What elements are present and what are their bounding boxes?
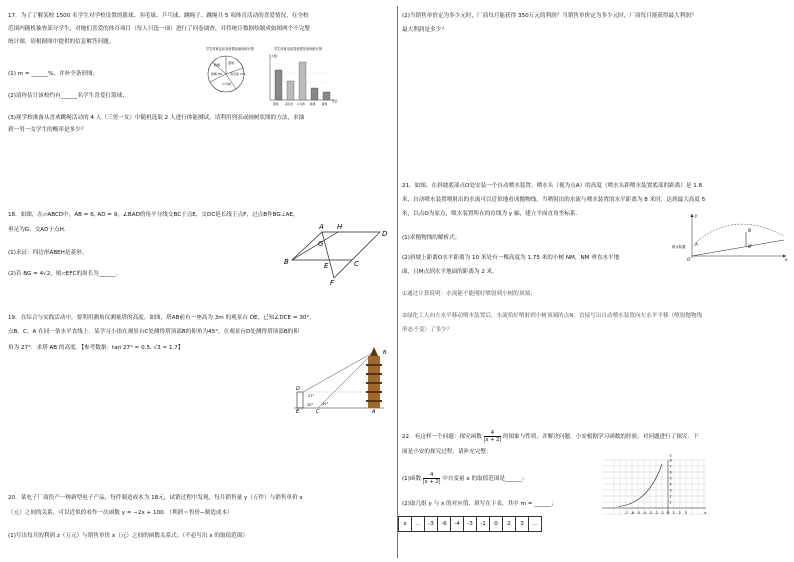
q21-figure [672,210,790,262]
q17-part1: (1) m = ______%，并补全条形图； [8,71,99,77]
pt-label: H [337,223,343,231]
table-cell: x [399,517,412,532]
axis-label: x [785,257,788,262]
y-tick-label: 8 [669,458,672,463]
pie-label: 跳绳 8% [211,72,223,76]
angle-label: 27° [308,394,315,398]
q20-part2-line2: 最大利润是多少？ [402,27,447,33]
table-cell: -3 [425,517,438,532]
q21-part2a: (2)斜坡上距离O水平距离为 10 米处有一棵高度为 1.75 米的小树 NM，NM 垂直水平地 [402,255,620,261]
table-cell: 2 [503,517,516,532]
x-tick-label: -4 [642,511,647,515]
x-tick-label: 1 [672,511,675,515]
observation-deck [297,392,303,408]
pt-label: F [330,279,335,287]
q22-part2: (2)取几组 y 与 x 的对应值，填写在下表，其中 m = ______； [402,501,557,507]
pt-label: G [318,240,324,248]
q19-figure [288,346,392,414]
q19-line2: 点B、C、A 在同一条水平直线上．某学习小组在观景台C处测得塔顶部B的仰角为45°，在观景台D处测得塔顶部B的仰 [8,329,299,335]
bar-cat: 项目 [332,100,338,103]
table-cell: 0 [490,517,503,532]
bar [323,92,330,100]
pt-label: A [372,409,376,415]
x-tick-label: x [704,511,707,515]
x-tick-label: 3 [684,511,687,515]
column-divider [397,6,398,558]
pie-label: 乒乓球 [222,82,232,86]
x-tick-label: -5 [636,511,641,515]
table-cell: -3 [464,517,477,532]
pie-title: 学生体育活动喜爱情况扇形统计图 [206,47,254,51]
table-cell: -1 [477,517,490,532]
q22-line1: 22．有这样一个问题：探究函数 $\frac{4}{|x + 2|}$ 的图象与性质，并解决问题．小安根据学习函数的经验，对问题进行了探究．下 [402,430,699,443]
pie-label: 篮球 [228,61,235,65]
y-tick-label: 6 [669,470,672,475]
value-table [398,516,542,532]
q18-part2: (2)若 BG = 4√2，则▱EFC的周长为______. [8,271,118,277]
bar-cat: 跳绳 [310,103,316,106]
bar-cat: 乒乓球 [297,103,305,106]
q22-part1: (1)函数 $\frac{4}{|x + 2|}$ 中自变量 x 的取值范围是______； [402,472,528,485]
angle-label: 30° [307,403,314,407]
q20-line2: （元）之间的关系，可以近似的看作一次函数 y = −2x + 100．（利润＝售价−制造成本） [8,510,233,516]
q17-line2: 范围内随机抽查部分学生，对她们喜爱的体育项目（每人只选一项）进行了问卷调查，并将统计数据绘制成如图两个不完整 [8,26,311,32]
x-tick-label: 2 [678,511,681,515]
axis-label: y [695,213,698,218]
q18-part1: (1)求证：四边形ABEH是菱形； [8,250,88,256]
q17-line1: 17．为了了解某校 1500 名学生对学校设置的篮球、羽毛球、乒乓球、跳绳子、跳绳共 5 项体育活动的喜爱情况，在全校 [8,13,309,19]
q18-line1: 18．如图，在▱ABCD中，AB = 6, AD = 9，∠BAD的角平分线交BC于点E，交DC延长线于点F，过点B作BG⊥AE， [8,212,299,218]
y-tick-label: y [669,453,672,458]
q18-line2: 垂足为G，交AD于点H. [8,227,66,233]
function-fraction: $\frac{4}{|x + 2|}$ [422,472,441,485]
bar-ylabel: 人数 [271,54,278,58]
q21-part3b: 形态不变）了多少？ [402,327,453,333]
q20-part1: (1)写出每月的利润 z（万元）与销售单价 x（元）之间的函数关系式；（不必写出 x 的取值范围） [8,533,248,539]
function-fraction: $\frac{4}{|x + 2|}$ [483,430,502,443]
bar [299,62,306,100]
bar [275,70,282,100]
pt-label: D [382,230,388,238]
y-tick-label: 7 [669,464,672,469]
bar-cat: 跳绳 [322,103,328,106]
x-tick-label: -7 [624,511,629,515]
table-row [399,517,542,532]
pie-label: 跳绳 [214,63,221,67]
pt-label: O [687,257,691,262]
table-cell: 3 [516,517,529,532]
table-cell: -6 [438,517,451,532]
pt-label: E [324,262,329,270]
x-tick-label: -2 [654,511,659,515]
device-label: 喷水装置 [672,245,686,249]
q21-part2b: 面，且M点到水平地面的距离为 2 米。 [402,269,498,275]
q21-part1: (1)求抛物线的解析式； [402,235,461,241]
pt-label: E [296,409,300,415]
q21-part3a: ②绿化工人向左水平移动喷水装置后，水流恰好喷射到小树顶端的点N，直接写出自动喷水装置向左水平平移（喷射抛物线 [402,313,703,319]
bar [287,81,294,100]
bar-title: 学生体育活动喜爱情况条形统计图 [274,47,322,51]
y-tick-label: 1 [669,500,672,505]
y-tick-label: 4 [669,482,672,487]
q17-part2: (2)请你估计该校约有______名学生喜爱打篮球； [8,93,128,99]
q21-line2: 米，自动喷水装置喷射出的水流可以近似地看成抛物线，当喷射出的水流与喷水装置的水平距离为 8 米时，达到最大高度 5 [402,197,706,203]
table-cell: -4 [451,517,464,532]
y-tick-label: 5 [669,476,672,481]
pt-label: A [319,223,324,231]
x-tick-label: O [666,511,670,515]
x-tick-label: -3 [648,511,653,515]
pt-label: C [354,260,359,268]
q22-line2: 面是小安的探究过程，请补充完整： [402,449,492,455]
pt-label: A [695,242,698,247]
q19-line3: 角为 27°．求塔 AB 的高度．【参考数据：tan 27° ≈ 0.5, √3 ≈ 1.7】 [8,345,184,351]
pt-label: B [284,258,289,266]
pie-label: 羽毛球 m% [230,72,246,76]
table-cell: … [529,517,542,532]
bar-cat: 篮球 [273,103,279,106]
q21-line1: 21．如图，在斜坡底部点O处安装一个自动喷水装置，喷水头（视为点A）的高度（喷水头距喷水装置底部的距离）是 1.8 [402,183,703,189]
table-cell: … [412,517,425,532]
pt-label: B [383,350,387,356]
q17-line3: 统计图，请根据图中提供的信息解答问题。 [8,39,115,45]
y-tick-label: 3 [669,488,672,493]
q18-figure [284,214,394,286]
bar-cat: 羽毛球 [285,103,293,106]
x-tick-label: -1 [660,511,665,515]
q19-line1: 19．在综合与实践活动中，要利用测角仪测量塔的高度。如图，塔AB前有一座高为 3m 的观景台 DE，已知∠DCE = 30°， [8,315,315,321]
q17-figure [200,44,340,106]
pt-label: D [296,386,300,392]
bar [311,88,318,100]
q20-part2-line1: (2)当销售单价定为多少元时，厂商每月能获得 350万元的利润？当销售单价定为多少元时，厂商每月能获得最大利润？ [402,13,697,19]
q17-part3b: 到一男一女学生的概率是多少？ [8,127,87,133]
function-curve [618,464,662,507]
q21-line3: 米，以点O为原点，喷水装置所在的直线为 y 轴，建立平面直角坐标系． [402,211,582,217]
q17-part3a: (3)现学校准备从喜欢跳绳活动的 4 人（三男一女）中随机选取 2 人进行体能测试，请利用列表或画树状图的方法，求抽 [8,115,305,121]
q22-grid [598,453,710,522]
pt-label: M [748,244,752,249]
pt-label: C [316,409,320,415]
y-tick-label: 2 [669,494,672,499]
q20-line1: 20．某电子厂商投产一种新型电子产品，每件制造成本为 18元，试销过程中发现，每月销售量 y（万件）与销售单价 x [8,495,303,501]
q21-part2c: ①通过计算说明：水流能不能刚好喷射到小树的顶端； [402,291,536,297]
x-tick-label: -6 [630,511,635,515]
pt-label: N [748,228,751,233]
pagoda-icon [366,347,382,408]
angle-label: 45° [322,402,329,406]
